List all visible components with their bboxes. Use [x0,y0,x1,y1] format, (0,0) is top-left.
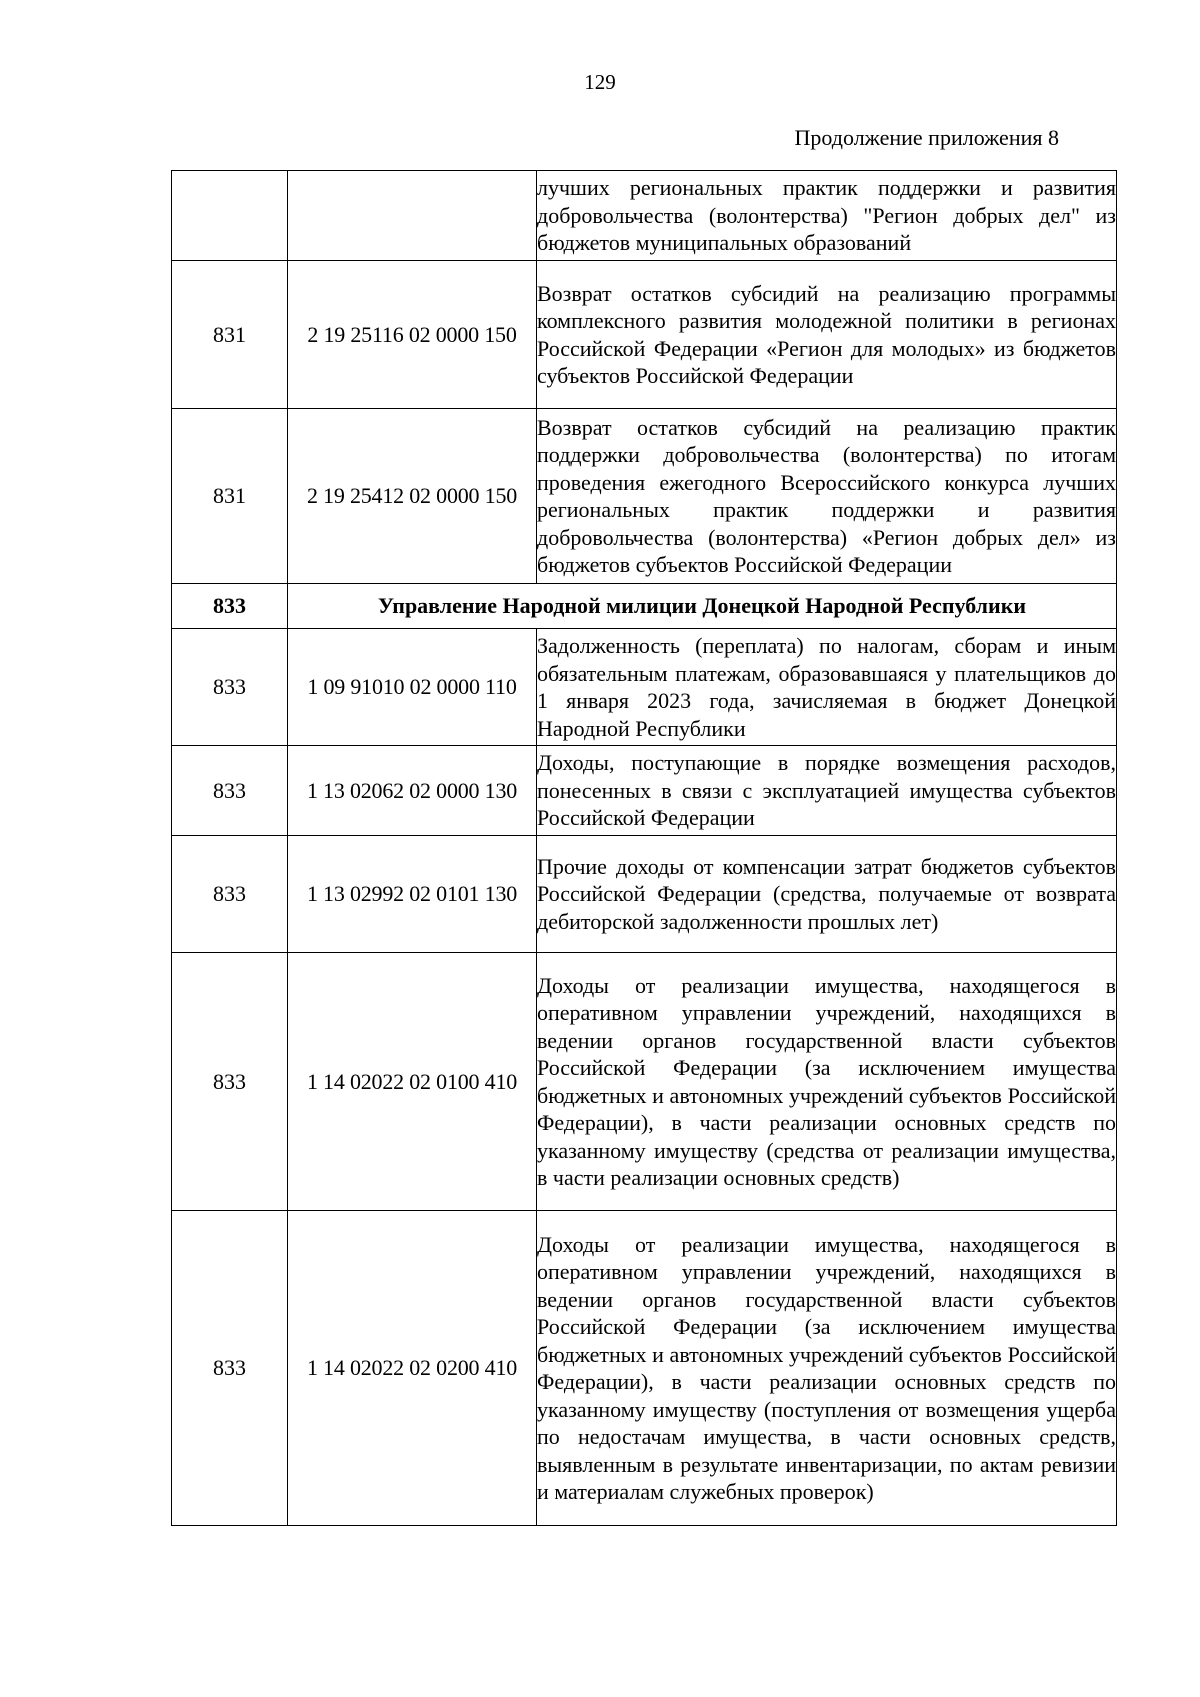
table-row [172,836,1117,953]
budget-code-cell: 1 13 02062 02 0000 130 [288,746,537,836]
admin-code-cell: 831 [172,261,288,409]
table-row [172,171,1117,261]
budget-classification-table [171,170,1117,1526]
admin-code-cell: 833 [172,629,288,746]
description-cell: Задолженность (переплата) по налогам, сборам и иным обязательным платежам, образовавшаяся у плательщиков до 1 января 2023 года, зачисляемая в бюджет Донецкой Народной Республики [537,629,1117,746]
budget-code-cell: 1 13 02992 02 0101 130 [288,836,537,953]
page-number: 129 [584,70,616,94]
description-cell: Доходы, поступающие в порядке возмещения расходов, понесенных в связи с эксплуатацией имущества субъектов Российской Федерации [537,746,1117,836]
description-cell: Возврат остатков субсидий на реализацию практик поддержки добровольчества (волонтерства) по итогам проведения ежегодного Всероссийского конкурса лучших региональных практик поддержки и развития добровольчества (волонтерства) «Регион добрых дел» из бюджетов субъектов Российской Федерации [537,409,1117,584]
table-row [172,1211,1117,1526]
table-row [172,629,1117,746]
section-admin-code: 833 [172,584,288,629]
admin-code-cell [172,171,288,261]
description-cell: Доходы от реализации имущества, находящегося в оперативном управлении учреждений, находящихся в ведении органов государственной власти субъектов Российской Федерации (за исключением имущества бюджетных и автономных учреждений субъектов Российской Федерации), в части реализации основных средств по указанному имуществу (средства от реализации имущества, в части реализации основных средств) [537,953,1117,1211]
admin-code-cell: 833 [172,836,288,953]
budget-code-cell [288,171,537,261]
admin-code-cell: 831 [172,409,288,584]
admin-code-cell: 833 [172,953,288,1211]
table-row [172,746,1117,836]
budget-code-cell: 2 19 25412 02 0000 150 [288,409,537,584]
description-cell: Возврат остатков субсидий на реализацию программы комплексного развития молодежной политики в регионах Российской Федерации «Регион для молодых» из бюджетов субъектов Российской Федерации [537,261,1117,409]
budget-code-cell: 1 14 02022 02 0200 410 [288,1211,537,1526]
section-title: Управление Народной милиции Донецкой Народной Республики [288,584,1117,629]
budget-code-cell: 1 09 91010 02 0000 110 [288,629,537,746]
admin-code-cell: 833 [172,1211,288,1526]
description-cell: Доходы от реализации имущества, находящегося в оперативном управлении учреждений, находящихся в ведении органов государственной власти субъектов Российской Федерации (за исключением имущества бюджетных и автономных учреждений субъектов Российской Федерации), в части реализации основных средств по указанному имуществу (поступления от возмещения ущерба по недостачам имущества, в части основных средств, выявленным в результате инвентаризации, по актам ревизии и материалам служебных проверок) [537,1211,1117,1526]
table-row [172,409,1117,584]
table-row [172,261,1117,409]
description-cell: Прочие доходы от компенсации затрат бюджетов субъектов Российской Федерации (средства, получаемые от возврата дебиторской задолженности прошлых лет) [537,836,1117,953]
table-row [172,953,1117,1211]
description-cell: лучших региональных практик поддержки и развития добровольчества (волонтерства) "Регион добрых дел" из бюджетов муниципальных образований [537,171,1117,261]
budget-code-cell: 1 14 02022 02 0100 410 [288,953,537,1211]
section-header-row [172,584,1117,629]
admin-code-cell: 833 [172,746,288,836]
appendix-continuation-note: Продолжение приложения 8 [794,125,1059,150]
budget-code-cell: 2 19 25116 02 0000 150 [288,261,537,409]
